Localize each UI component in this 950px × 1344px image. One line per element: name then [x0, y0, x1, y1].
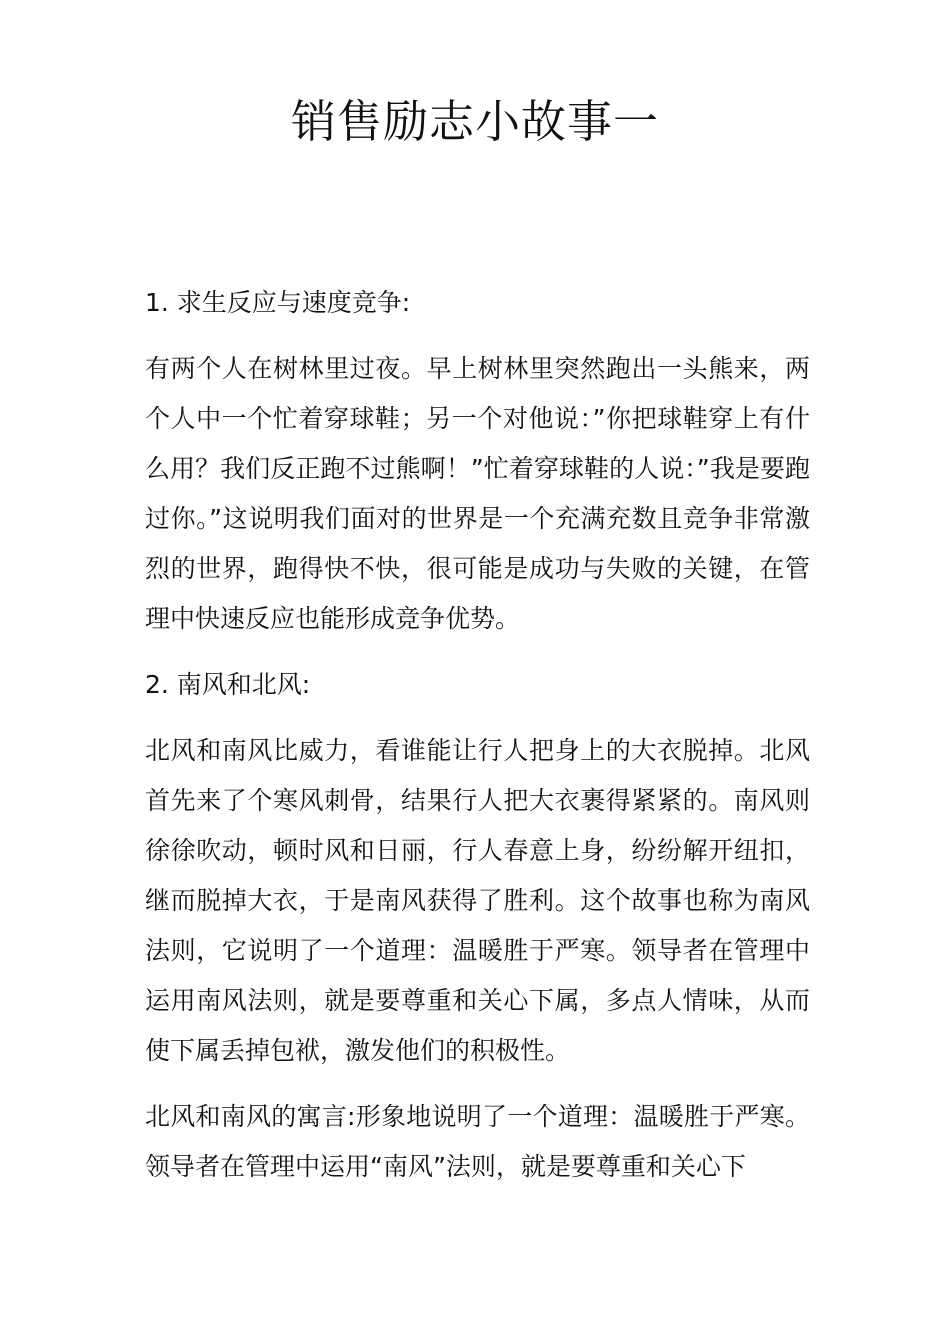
document-title: 销售励志小故事一: [290, 95, 659, 148]
document-body: [145, 278, 810, 1208]
section-1-paragraph: 有两个人在树林里过夜。早上树林里突然跑出一头熊来，两个人中一个忙着穿球鞋；另一个对他说：”你把球鞋穿上有什么用？我们反正跑不过熊啊！”忙着穿球鞋的人说：”我是要跑过你。”这说明我们面对的世界是一个充满充数且竞争非常激烈的世界，跑得快不快，很可能是成功与失败的关键，在管理中快速反应也能形成竞争优势。: [145, 354, 810, 633]
section-2-heading: 2. 南风和北风:: [145, 670, 311, 699]
section-2-paragraph-2: 北风和南风的寓言:形象地说明了一个道理：温暖胜于严寒。领导者在管理中运用“南风”法则，就是要尊重和关心下: [145, 1102, 810, 1181]
section-1-heading: 1. 求生反应与速度竞争:: [145, 288, 411, 317]
section-2-paragraph: 北风和南风比威力，看谁能让行人把身上的大衣脱掉。北风首先来了个寒风刺骨，结果行人把大衣裹得紧紧的。南风则徐徐吹动，顿时风和日丽，行人春意上身，纷纷解开纽扣，继而脱掉大衣，于是南风获得了胜利。这个故事也称为南风法则，它说明了一个道理：温暖胜于严寒。领导者在管理中运用南风法则，就是要尊重和关心下属，多点人情味，从而使下属丢掉包袱，激发他们的积极性。: [145, 736, 810, 1065]
